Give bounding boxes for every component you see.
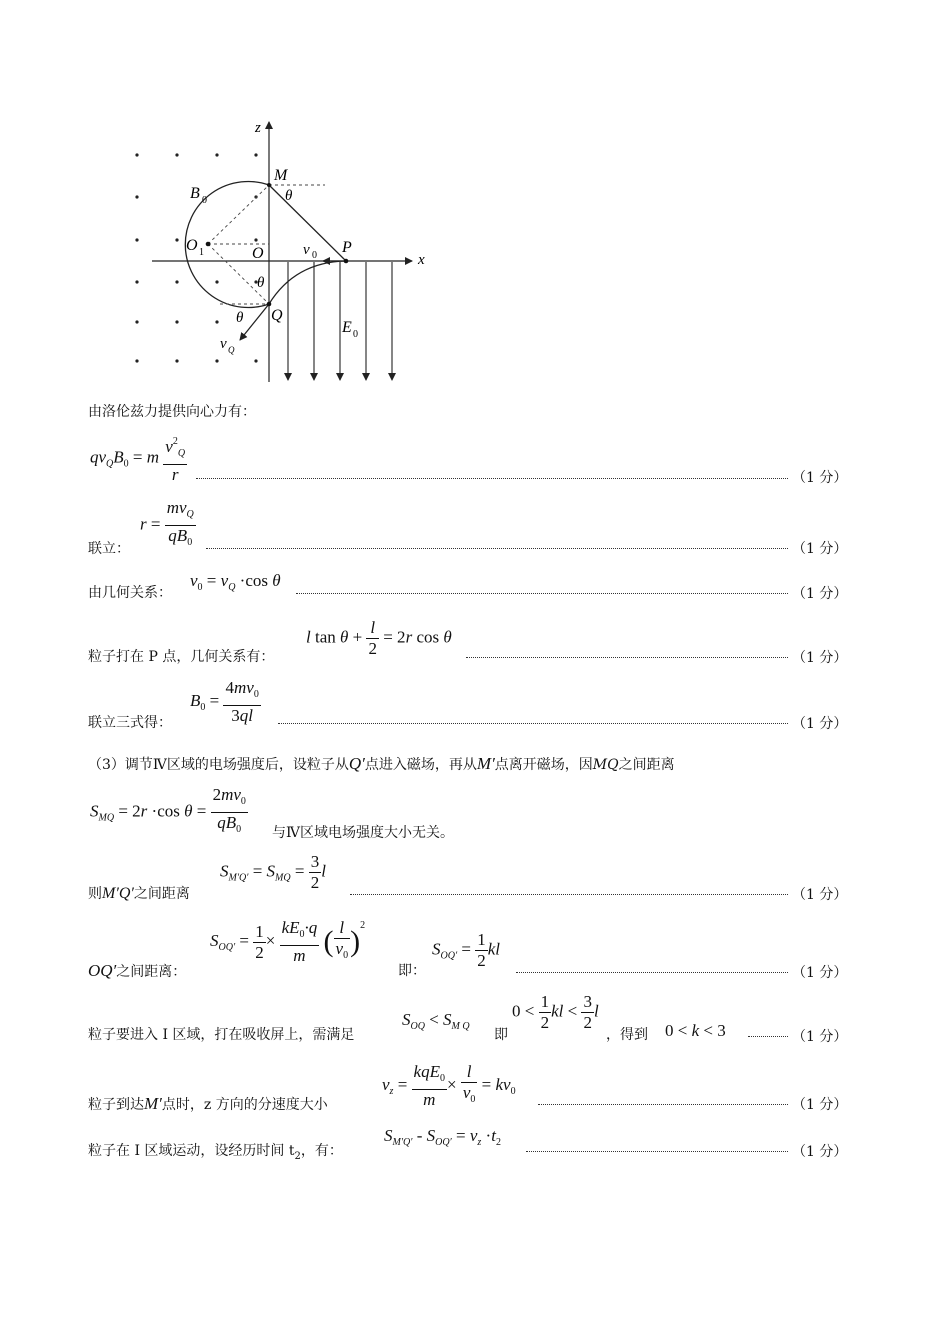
line-11-c: ，得到 [606, 1027, 648, 1043]
score-7: （1 分） [792, 965, 848, 981]
leader-2 [206, 548, 788, 549]
label-E0-sub: 0 [353, 329, 358, 340]
formula-inequality: 0 < $\frac{1}{2}$ kl < $\frac{3}{2}$ l [512, 992, 599, 1032]
formula-B0: $B_0$ = $\frac{4mv_0}{3ql}$ [190, 678, 259, 725]
axis-x-label: x [418, 252, 425, 268]
formula-S-OQprime: $S_{OQ'}$ = $\frac{1}{2}$ × $\frac{kE_0\cdot q}{m}$ ( $\frac{l}{v_0}$ )$^2$ [210, 918, 366, 965]
line-4-label: 由几何关系： [88, 585, 172, 601]
score-5: （1 分） [792, 716, 848, 732]
score-6: （1 分） [792, 887, 848, 903]
line-10-ji: 即： [398, 963, 426, 979]
score-8: （1 分） [792, 1029, 848, 1045]
label-P: P [342, 239, 352, 256]
score-9: （1 分） [792, 1097, 848, 1113]
score-2: （1 分） [792, 541, 848, 557]
score-10: （1 分） [792, 1144, 848, 1160]
electric-field-lines [288, 262, 392, 380]
line-9-label: 则M′Q′之间距离 [88, 885, 190, 902]
leader-8 [748, 1036, 788, 1037]
formula-S-MQ: $S_{MQ} = 2r \cdot\cos$ θ = $\frac{2mv_0}{qB_0}$ [90, 785, 246, 835]
score-1: （1 分） [792, 470, 848, 486]
point-M [267, 183, 271, 187]
formula-geometry: $v_0 = v_Q \cdot\cos$ θ [190, 571, 281, 593]
leader-1 [196, 478, 788, 479]
line-13-label: 粒子在 I 区域运动，设经历时间 $t_2$，有： [88, 1143, 343, 1162]
leader-9 [538, 1104, 788, 1105]
leader-3 [296, 593, 788, 594]
line-7: （3）调节Ⅳ区域的电场强度后，设粒子从Q′点进入磁场，再从M′点离开磁场，因MQ之间距离 [88, 754, 675, 773]
line-6-label: 联立三式得： [88, 715, 172, 731]
formula-hit-P: l tan θ + $\frac{l}{2}$ = 2r cos θ [306, 618, 452, 658]
point-Q [267, 302, 272, 307]
formula-S-MQprime: $S_{M'Q'} = S_{MQ}$ = $\frac{3}{2}$ l [220, 852, 326, 892]
formula-vz: $v_z$ = $\frac{kqE_0}{m}$ × $\frac{l}{v_0}$ = $kv_0$ [382, 1062, 516, 1109]
formula-condition: $S_{OQ} < S_{M Q}$ [402, 1010, 470, 1032]
label-E0: E [342, 319, 352, 336]
line-lorentz-intro: 由洛伦兹力提供向心力有： [88, 404, 256, 420]
leader-4 [466, 657, 788, 658]
label-O1-sub: 1 [199, 247, 204, 258]
leader-6 [350, 894, 788, 895]
formula-time: $S_{M'Q'} - S_{OQ'} = v_z \cdot t_2$ [384, 1126, 501, 1148]
parabola-P-Q [269, 261, 346, 304]
label-B0: B [190, 185, 200, 202]
vQ-arrow [240, 304, 269, 340]
line-5-label: 粒子打在 P 点，几何关系有： [88, 649, 275, 665]
label-v0: v [303, 242, 310, 258]
score-4: （1 分） [792, 650, 848, 666]
label-Q: Q [271, 307, 283, 324]
label-theta-mid: θ [257, 275, 265, 291]
score-3: （1 分） [792, 586, 848, 602]
axis-z-label: z [255, 120, 261, 136]
line-8-text: 与Ⅳ区域电场强度大小无关。 [272, 825, 454, 841]
label-B0-sub: 0 [202, 195, 207, 206]
label-vQ: v [220, 336, 227, 352]
label-theta-top: θ [285, 188, 293, 204]
line-11-a: 粒子要进入 I 区域，打在吸收屏上，需满足 [88, 1027, 355, 1043]
line-3-label: 联立： [88, 541, 130, 557]
leader-10 [526, 1151, 788, 1152]
label-v0-sub: 0 [312, 250, 317, 261]
formula-S-OQ-kl: $S_{OQ'}$ = $\frac{1}{2}$ kl [432, 930, 501, 970]
label-theta-low: θ [236, 310, 244, 326]
physics-figure [120, 112, 440, 388]
formula-k-range: 0 < k < 3 [665, 1021, 726, 1040]
label-M: M [274, 167, 288, 184]
leader-5 [278, 723, 788, 724]
point-P [344, 259, 349, 264]
formula-lorentz: $qv_QB_0 = m$ $\frac{v^2_Q}{r}$ [90, 432, 187, 485]
leader-7 [516, 972, 788, 973]
line-11-ji: 即 [494, 1027, 508, 1043]
label-O: O [252, 245, 264, 262]
formula-radius: r = $\frac{mv_Q}{qB_0}$ [140, 498, 194, 548]
label-O1: O [186, 237, 198, 254]
point-O1 [206, 242, 211, 247]
line-12-label: 粒子到达M′点时，z 方向的分速度大小 [88, 1094, 328, 1113]
label-vQ-sub: Q [228, 345, 235, 355]
line-10-label: OQ′之间距离： [88, 961, 187, 980]
